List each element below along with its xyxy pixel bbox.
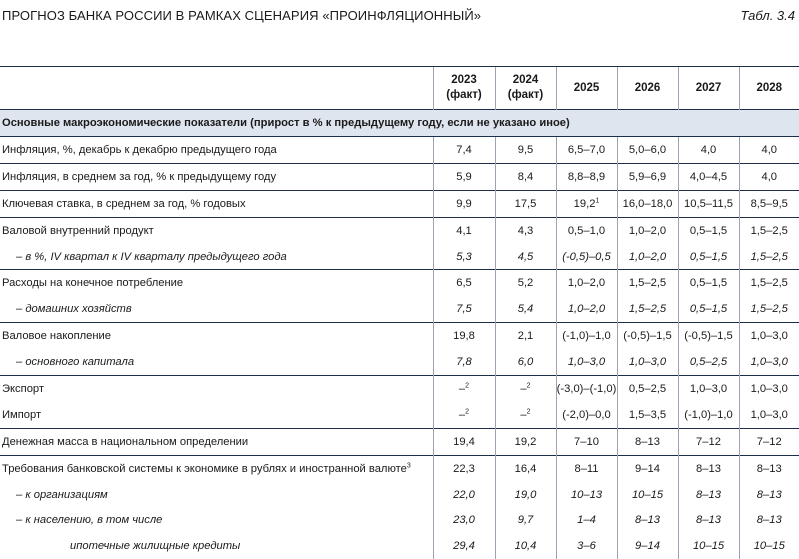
value-cell: 9–14 xyxy=(617,455,678,481)
value-cell: 8–13 xyxy=(739,507,799,533)
table-reference: Табл. 3.4 xyxy=(740,8,795,23)
value-cell: 1,0–3,0 xyxy=(617,349,678,375)
value-cell: (-2,0)–0,0 xyxy=(556,402,617,428)
value-cell: 19,0 xyxy=(495,482,556,508)
footnote-mark: 2 xyxy=(465,408,469,415)
value-cell: 8,5–9,5 xyxy=(739,190,799,217)
value-cell: 1,0–2,0 xyxy=(617,217,678,243)
value-cell: 0,5–2,5 xyxy=(678,349,739,375)
row-label: Денежная масса в национальном определении xyxy=(0,428,433,455)
row-label: Инфляция, %, декабрь к декабрю предыдущего года xyxy=(0,137,433,164)
value-cell: 0,5–1,5 xyxy=(678,296,739,322)
column-header: 2023 (факт) xyxy=(433,67,495,110)
row-label: Инфляция, в среднем за год, % к предыдущему году xyxy=(0,163,433,190)
table-body xyxy=(0,110,799,559)
column-header: 2025 xyxy=(556,67,617,110)
value-cell: 4,3 xyxy=(495,217,556,243)
value-cell: 0,5–2,5 xyxy=(617,376,678,402)
value-cell: 1,0–3,0 xyxy=(739,349,799,375)
row-label: Расходы на конечное потребление xyxy=(0,270,433,296)
value-cell: 5,9–6,9 xyxy=(617,163,678,190)
header-label-cell xyxy=(0,67,433,110)
value-cell: 8–13 xyxy=(678,507,739,533)
value-cell: 1,5–2,5 xyxy=(617,270,678,296)
footnote-mark: 1 xyxy=(595,197,599,204)
value-cell: 5,2 xyxy=(495,270,556,296)
table-row xyxy=(0,507,799,533)
value-cell: 23,0 xyxy=(433,507,495,533)
value-cell: 1,0–3,0 xyxy=(739,323,799,349)
value-cell: 19,2$^1$ xyxy=(556,190,617,217)
value-cell: 8,8–8,9 xyxy=(556,163,617,190)
value-cell: (-1,0)–1,0 xyxy=(556,323,617,349)
value-cell: 17,5 xyxy=(495,190,556,217)
value-cell: 9,7 xyxy=(495,507,556,533)
value-cell: 4,1 xyxy=(433,217,495,243)
value-cell: 10–15 xyxy=(617,482,678,508)
column-header: 2024 (факт) xyxy=(495,67,556,110)
value-cell: 5,9 xyxy=(433,163,495,190)
value-cell: 19,8 xyxy=(433,323,495,349)
row-label: Валовое накопление xyxy=(0,323,433,349)
value-cell: 1,5–2,5 xyxy=(739,217,799,243)
value-cell: (-0,5)–1,5 xyxy=(678,323,739,349)
value-cell: 4,5 xyxy=(495,244,556,270)
row-label: Импорт xyxy=(0,402,433,428)
value-cell: 7,8 xyxy=(433,349,495,375)
value-cell: 8–13 xyxy=(678,482,739,508)
forecast-table xyxy=(0,67,799,559)
value-cell: 4,0–4,5 xyxy=(678,163,739,190)
value-cell: 10,5–11,5 xyxy=(678,190,739,217)
value-cell: 8–13 xyxy=(739,455,799,481)
table-row xyxy=(0,296,799,322)
value-cell: 10–13 xyxy=(556,482,617,508)
value-cell: 4,0 xyxy=(678,137,739,164)
value-cell: 1,5–2,5 xyxy=(617,296,678,322)
value-cell: 7,4 xyxy=(433,137,495,164)
section-header-row xyxy=(0,110,799,137)
row-label: Требования банковской системы к экономике в рублях и иностранной валюте$^3$ xyxy=(0,455,433,481)
value-cell: 22,0 xyxy=(433,482,495,508)
value-cell: 9,9 xyxy=(433,190,495,217)
value-cell: 16,0–18,0 xyxy=(617,190,678,217)
row-label: – домашних хозяйств xyxy=(0,296,433,322)
table-row xyxy=(0,163,799,190)
value-cell: 1,0–2,0 xyxy=(556,296,617,322)
table-row xyxy=(0,428,799,455)
value-cell: 7–12 xyxy=(678,428,739,455)
row-label: Ключевая ставка, в среднем за год, % годовых xyxy=(0,190,433,217)
value-cell: 5,4 xyxy=(495,296,556,322)
column-header: 2027 xyxy=(678,67,739,110)
value-cell: 1,0–3,0 xyxy=(739,402,799,428)
value-cell: (-0,5)–0,5 xyxy=(556,244,617,270)
value-cell: 3–6 xyxy=(556,533,617,559)
value-cell: 8–13 xyxy=(617,507,678,533)
value-cell: 8–13 xyxy=(739,482,799,508)
value-cell: 7–10 xyxy=(556,428,617,455)
table-row xyxy=(0,482,799,508)
value-cell: 9,5 xyxy=(495,137,556,164)
table-row xyxy=(0,137,799,164)
value-cell: 1,5–2,5 xyxy=(739,296,799,322)
value-cell: 8–13 xyxy=(678,455,739,481)
value-cell: 1–4 xyxy=(556,507,617,533)
footnote-mark: 2 xyxy=(527,382,531,389)
value-cell: 10–15 xyxy=(678,533,739,559)
value-cell: –$^2$ xyxy=(433,376,495,402)
value-cell: 10,4 xyxy=(495,533,556,559)
value-cell: 19,4 xyxy=(433,428,495,455)
section-title: Основные макроэкономические показатели (прирост в % к предыдущему году, если не указано иное) xyxy=(0,110,799,137)
value-cell: 8–13 xyxy=(617,428,678,455)
value-cell: 2,1 xyxy=(495,323,556,349)
value-cell: 19,2 xyxy=(495,428,556,455)
value-cell: –$^2$ xyxy=(495,402,556,428)
value-cell: 7–12 xyxy=(739,428,799,455)
table-row xyxy=(0,244,799,270)
value-cell: 29,4 xyxy=(433,533,495,559)
value-cell: 6,5 xyxy=(433,270,495,296)
value-cell: 0,5–1,5 xyxy=(678,244,739,270)
value-cell: 22,3 xyxy=(433,455,495,481)
value-cell: 16,4 xyxy=(495,455,556,481)
value-cell: 8–11 xyxy=(556,455,617,481)
value-cell: 7,5 xyxy=(433,296,495,322)
value-cell: 1,5–3,5 xyxy=(617,402,678,428)
value-cell: 6,0 xyxy=(495,349,556,375)
table-row xyxy=(0,323,799,349)
value-cell: 10–15 xyxy=(739,533,799,559)
table-row xyxy=(0,533,799,559)
value-cell: (-0,5)–1,5 xyxy=(617,323,678,349)
value-cell: 0,5–1,0 xyxy=(556,217,617,243)
footnote-mark: 2 xyxy=(527,408,531,415)
table-row xyxy=(0,402,799,428)
column-header: 2026 xyxy=(617,67,678,110)
value-cell: 1,5–2,5 xyxy=(739,270,799,296)
value-cell: 4,0 xyxy=(739,137,799,164)
value-cell: 6,5–7,0 xyxy=(556,137,617,164)
value-cell: 1,0–2,0 xyxy=(617,244,678,270)
value-cell: 1,0–3,0 xyxy=(739,376,799,402)
value-cell: 9–14 xyxy=(617,533,678,559)
value-cell: (-1,0)–1,0 xyxy=(678,402,739,428)
table-row xyxy=(0,270,799,296)
value-cell: 0,5–1,5 xyxy=(678,217,739,243)
value-cell: 5,0–6,0 xyxy=(617,137,678,164)
value-cell: –$^2$ xyxy=(495,376,556,402)
table-row xyxy=(0,190,799,217)
value-cell: 1,5–2,5 xyxy=(739,244,799,270)
value-cell: 5,3 xyxy=(433,244,495,270)
header-row xyxy=(0,67,799,110)
value-cell: 8,4 xyxy=(495,163,556,190)
column-header: 2028 xyxy=(739,67,799,110)
value-cell: 4,0 xyxy=(739,163,799,190)
table-row xyxy=(0,349,799,375)
value-cell: –$^2$ xyxy=(433,402,495,428)
row-label: – основного капитала xyxy=(0,349,433,375)
table-title: ПРОГНОЗ БАНКА РОССИИ В РАМКАХ СЦЕНАРИЯ «ПРОИНФЛЯЦИОННЫЙ» xyxy=(2,8,481,23)
table-row xyxy=(0,217,799,243)
value-cell: 0,5–1,5 xyxy=(678,270,739,296)
row-label: Валовой внутренний продукт xyxy=(0,217,433,243)
value-cell: 1,0–3,0 xyxy=(556,349,617,375)
table-row xyxy=(0,376,799,402)
row-label: – в %, IV квартал к IV кварталу предыдущего года xyxy=(0,244,433,270)
row-label: Экспорт xyxy=(0,376,433,402)
row-label: – к организациям xyxy=(0,482,433,508)
value-cell: 1,0–3,0 xyxy=(678,376,739,402)
footnote-mark: 3 xyxy=(407,462,411,469)
table-row xyxy=(0,455,799,481)
row-label: – к населению, в том числе xyxy=(0,507,433,533)
row-label: ипотечные жилищные кредиты xyxy=(0,533,433,559)
table-header xyxy=(0,8,799,28)
value-cell: 1,0–2,0 xyxy=(556,270,617,296)
value-cell: (-3,0)–(-1,0) xyxy=(556,376,617,402)
footnote-mark: 2 xyxy=(465,382,469,389)
